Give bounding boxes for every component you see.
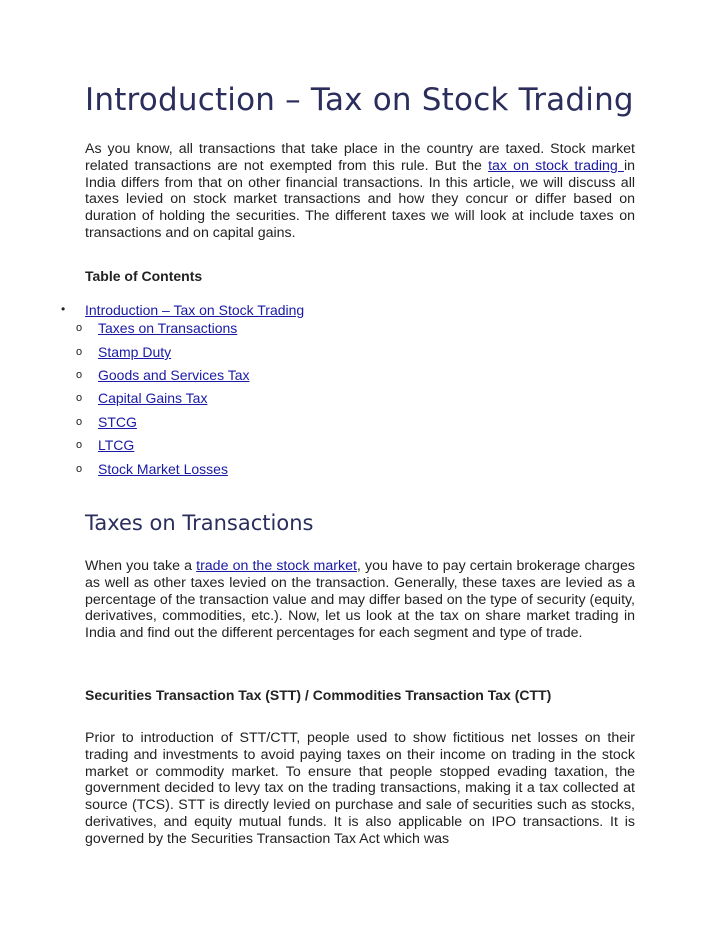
toc-link-taxes-on-transactions[interactable]: Taxes on Transactions [98,320,238,336]
circle-bullet-icon: o [76,463,83,475]
transactions-text-end: , you have to pay certain brokerage charges as well as other taxes levied on the transaction. Generally, these taxes are levied as a percentage of the transaction value and may differ based on the type of security (equity, derivatives, commodities, etc.). Now, let us look at the tax on share market trading in India and find out the different percentages for each segment and type of trade. [85,558,635,642]
transactions-text-start: When you take a [85,558,197,574]
circle-bullet-icon: o [76,439,83,451]
toc-link-stamp-duty[interactable]: Stamp Duty [98,344,172,360]
stt-paragraph: Prior to introduction of STT/CTT, people used to show fictitious net losses on their trading and investments to avoid paying taxes on their income on trading in the stock market or commodity market. To ensure that people stopped evading taxation, the government decided to levy tax on the trading transactions, making it a tax collected at source (TCS). STT is directly levied on purchase and sale of securities such as stocks, derivatives, and equity mutual funds. It is also applicable on IPO transactions. It is governed by the Securities Transaction Tax Act which was [85,730,635,847]
toc-item-stock-market-losses [76,461,228,477]
page-title: Introduction – Tax on Stock Trading [85,82,634,118]
toc-item-capital-gains-tax [76,390,208,406]
toc-item-ltcg [76,437,135,453]
toc-link-introduction[interactable]: Introduction – Tax on Stock Trading [85,302,305,318]
toc-link-stcg[interactable]: STCG [98,414,137,430]
toc-link-gst[interactable]: Goods and Services Tax [98,367,250,383]
toc-link-stock-market-losses[interactable]: Stock Market Losses [98,461,228,477]
toc-heading: Table of Contents [85,268,203,284]
intro-text-end: in India differs from that on other financial transactions. In this article, we will discuss all taxes levied on stock market transactions and how they concur or differ based on duration of holding the securities. The different taxes we will look at include taxes on transactions and on capital gains. [85,157,635,241]
transactions-paragraph [85,558,635,642]
circle-bullet-icon: o [76,392,83,404]
intro-paragraph [85,141,635,242]
toc-item-gst [76,367,250,383]
tax-on-stock-trading-link[interactable]: tax on stock trading [488,157,624,174]
circle-bullet-icon: o [76,322,83,334]
stt-ctt-subheading: Securities Transaction Tax (STT) / Commodities Transaction Tax (CTT) [85,687,552,703]
circle-bullet-icon: o [76,416,83,428]
bullet-icon: • [61,302,66,316]
toc-link-ltcg[interactable]: LTCG [98,437,135,453]
toc-link-capital-gains-tax[interactable]: Capital Gains Tax [98,390,208,406]
toc-item-stamp-duty [76,344,172,360]
trade-on-stock-market-link[interactable]: trade on the stock market [196,558,357,574]
toc-item-introduction [61,302,305,318]
toc-item-stcg [76,414,137,430]
circle-bullet-icon: o [76,369,83,381]
section-heading: Taxes on Transactions [85,511,314,535]
circle-bullet-icon: o [76,346,83,358]
intro-text-start: As you know, all transactions that take place in the country are taxed. Stock market related transactions are not exempted from this rule. But the [85,141,635,174]
toc-item-taxes-on-transactions [76,320,238,336]
